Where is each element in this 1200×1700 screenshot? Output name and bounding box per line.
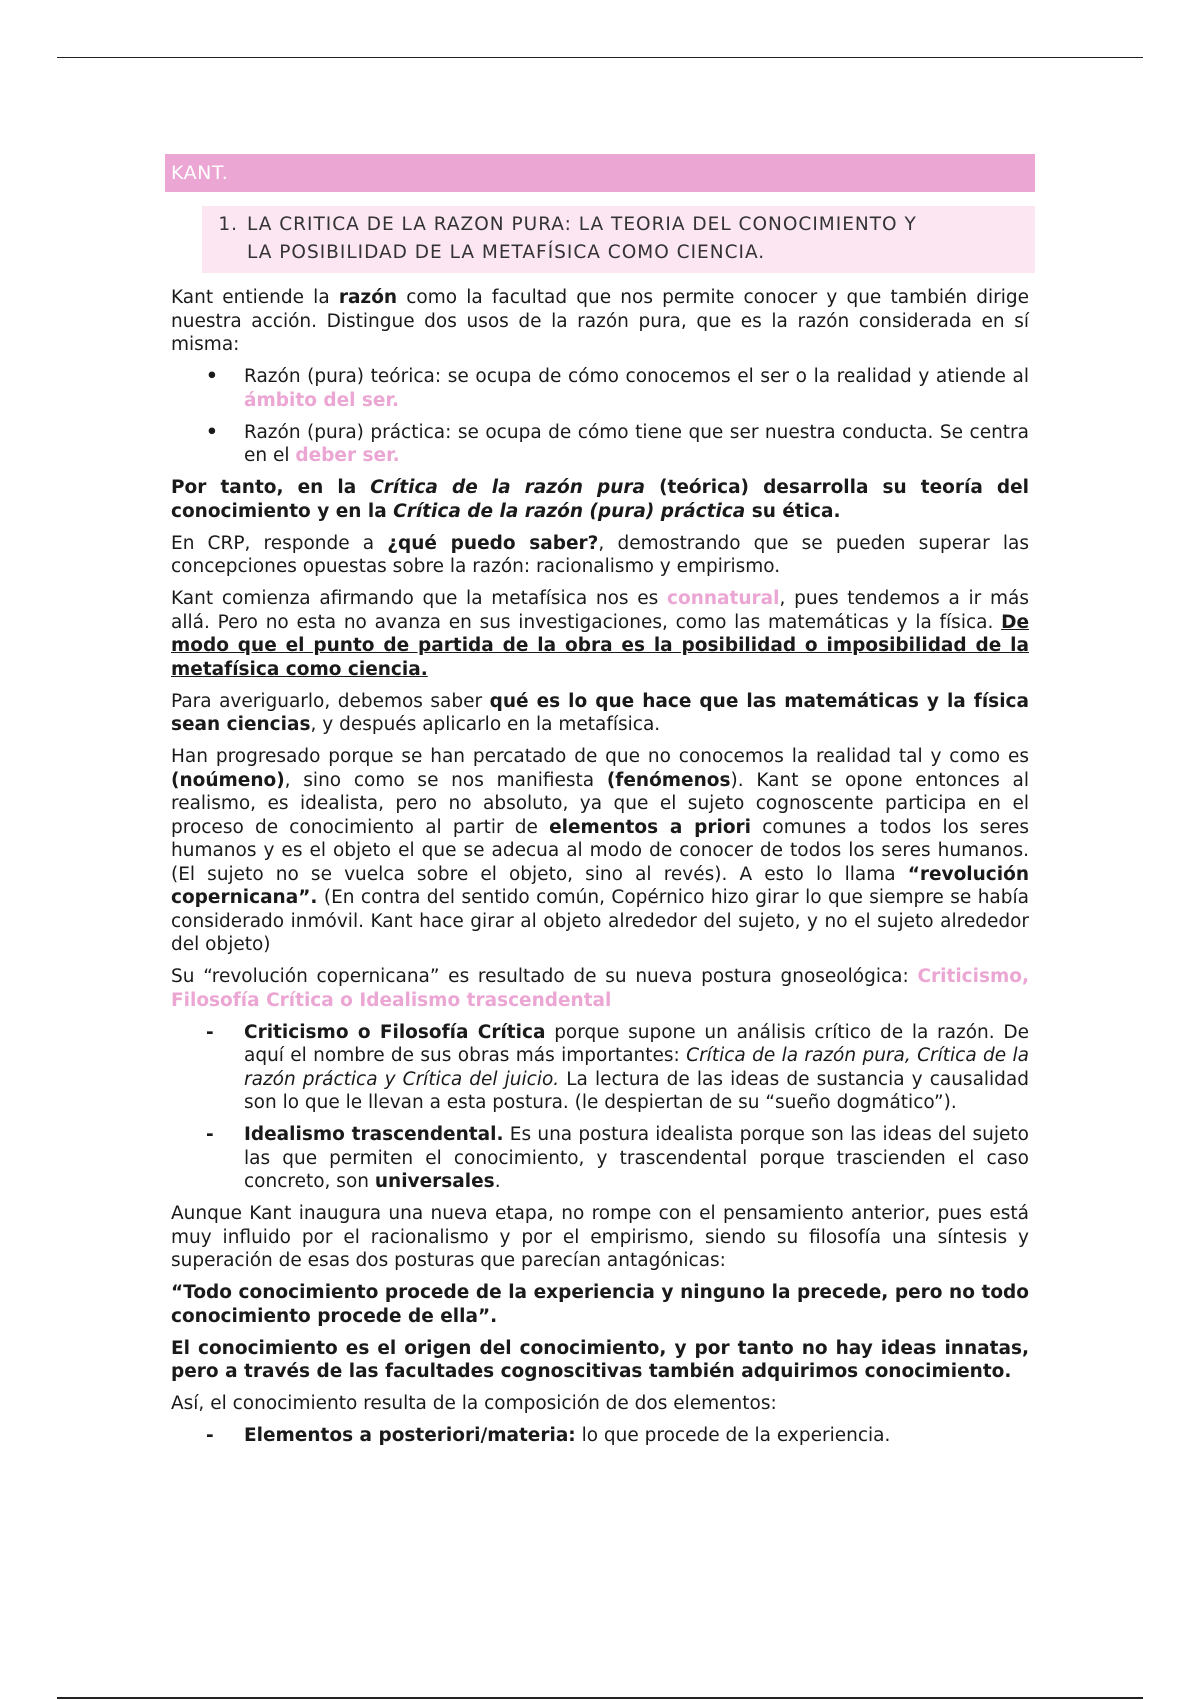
text-run: Para averiguarlo, debemos saber	[171, 690, 490, 712]
document-title: KANT.	[165, 154, 1035, 192]
term-universales: universales	[374, 1171, 495, 1192]
paragraph-averiguarlo	[171, 690, 1029, 737]
section-title-line2: LA POSIBILIDAD DE LA METAFÍSICA COMO CIENCIA.	[247, 242, 766, 263]
section-title-line1: LA CRITICA DE LA RAZON PURA: LA TEORIA DEL CONOCIMIENTO Y	[247, 214, 917, 235]
dash-marker: -	[206, 1124, 214, 1145]
term-revolucion-copernicana: “revolución copernicana”.	[171, 863, 1029, 908]
dash-marker: -	[206, 1021, 214, 1043]
section-number: 1.	[218, 214, 238, 235]
paragraph-quote: “Todo conocimiento procede de la experiencia y ninguno la precede, pero no todo conocimiento procede de ella”.	[171, 1282, 1029, 1327]
paragraph-asi: Así, el conocimiento resulta de la composición de dos elementos:	[171, 1393, 777, 1414]
section-heading	[202, 206, 1035, 273]
list-item-posteriori	[171, 1424, 1029, 1448]
highlight-deber-ser: deber ser.	[295, 445, 400, 466]
list-item-text	[244, 1123, 1029, 1194]
bullet-marker: •	[206, 421, 218, 443]
postures-list	[171, 1021, 1029, 1194]
text-run: comunes a todos los seres humanos y es el objeto el que se adecua al modo de conocer de todos los seres humanos. (El sujeto no se vuelca sobre el objeto, sino al revés). A esto lo llama	[171, 816, 1029, 885]
question-que-puedo-saber: ¿qué puedo saber?	[387, 532, 599, 554]
term-a-priori: elementos a priori	[549, 816, 752, 838]
list-item-text	[244, 1424, 1029, 1448]
text-run: Kant entiende la	[171, 287, 339, 308]
dash-marker: -	[206, 1425, 214, 1446]
bullet-marker: •	[206, 366, 218, 387]
text-run: Kant comienza afirmando que la metafísica nos es	[171, 588, 668, 609]
document-page	[165, 154, 1035, 1456]
term-noumeno: (noúmeno)	[171, 769, 285, 791]
paragraph-por-tanto	[171, 476, 1029, 523]
list-item-text	[244, 365, 1029, 412]
text-run: como la facultad que nos permite conocer y que también dirige nuestra acción. Distingue dos usos de la razón pura, que es la razón considerada en sí misma:	[171, 287, 1029, 355]
paragraph-origen: El conocimiento es el origen del conocimiento, y por tanto no hay ideas innatas, pero a través de las facultades cognoscitivas también adquirimos conocimiento.	[171, 1337, 1029, 1382]
text-run: Han progresado porque se han percatado de que no conocemos la realidad tal y como es	[171, 746, 1029, 767]
paragraph-crp	[171, 532, 1029, 579]
text-run: Por tanto, en la	[171, 477, 371, 498]
highlight-ambito-del-ser: ámbito del ser.	[244, 389, 399, 411]
text-run: , pues tendemos a ir más allá. Pero no esta no avanza en sus investigaciones, como las matemáticas y la física.	[171, 588, 1029, 633]
list-item-text	[244, 1021, 1029, 1115]
term-idealismo: Idealismo trascendental.	[244, 1124, 504, 1145]
paragraph-revolucion	[171, 965, 1029, 1012]
reason-uses-list	[171, 365, 1029, 468]
term-razon: razón	[338, 287, 398, 308]
work-titles: Crítica de la razón pura, Crítica de la razón práctica y Crítica del juicio.	[244, 1045, 1029, 1090]
text-run: Es una postura idealista porque son las ideas del sujeto las que permiten el conocimiento, y trascendental porque trascienden el caso concreto, son	[244, 1124, 1029, 1192]
work-title: Crítica de la razón (pura) práctica	[393, 500, 746, 522]
text-run: , sino como se nos manifiesta	[284, 769, 607, 791]
text-run: (En contra del sentido común, Copérnico hizo girar lo que siempre se había considerado inmóvil. Kant hace girar al objeto alrededor del sujeto, y no el sujeto alrededor del objeto)	[171, 887, 1029, 955]
header-rule	[57, 57, 1143, 58]
elements-list	[171, 1424, 1029, 1448]
key-statement: De modo que el punto de partida de la obra es la posibilidad o imposibilidad de la metafísica como ciencia.	[171, 611, 1029, 680]
list-item-criticismo	[171, 1021, 1029, 1115]
term-posteriori: Elementos a posteriori/materia:	[244, 1425, 576, 1446]
paragraph-metafisica	[171, 587, 1029, 681]
intro-paragraph	[171, 286, 1029, 357]
footer-rule	[57, 1697, 1143, 1699]
text-run: ). Kant se opone entonces al realismo, es idealista, pero no absoluto, ya que el sujeto cognoscente participa en el proceso de conocimiento al partir de	[171, 769, 1029, 838]
list-item-idealismo	[171, 1123, 1029, 1194]
text-run: En CRP, responde a	[171, 532, 388, 554]
paragraph-progresado	[171, 745, 1029, 957]
body-text	[171, 286, 1029, 1448]
term-criticismo: Criticismo o Filosofía Crítica	[244, 1021, 546, 1043]
section-title	[247, 211, 1017, 267]
text-run: La lectura de las ideas de sustancia y causalidad son lo que le llevan a esta postura. (le despiertan de su “sueño dogmático”).	[244, 1068, 1030, 1113]
text-run: (teórica) desarrolla su teoría del conocimiento y en la	[171, 477, 1029, 522]
highlight-connatural: connatural	[667, 588, 780, 609]
bold-phrase: qué es lo que hace que las matemáticas y la física sean ciencias	[171, 690, 1029, 735]
paragraph-aunque: Aunque Kant inaugura una nueva etapa, no rompe con el pensamiento anterior, pues está muy influido por el racionalismo y por el empirismo, siendo su filosofía una síntesis y superación de esas dos posturas que parecían antagónicas:	[171, 1203, 1029, 1271]
work-title: Crítica de la razón pura	[370, 477, 646, 498]
text-run: .	[494, 1171, 501, 1192]
list-item-practical	[171, 421, 1029, 468]
text-run: Razón (pura) teórica: se ocupa de cómo conocemos el ser o la realidad y atiende al	[244, 366, 1029, 387]
text-run: Razón (pura) práctica: se ocupa de cómo tiene que ser nuestra conducta. Se centra en el	[244, 421, 1029, 466]
highlight-criticismo: Criticismo, Filosofía Crítica o Idealismo trascendental	[171, 966, 1029, 1011]
text-run: lo que procede de la experiencia.	[575, 1425, 891, 1446]
term-fenomenos: (fenómenos	[606, 769, 731, 791]
text-run: porque supone un análisis crítico de la razón. De aquí el nombre de sus obras más importantes:	[244, 1021, 1029, 1066]
text-run: , y después aplicarlo en la metafísica.	[310, 714, 661, 735]
text-run: su ética.	[745, 500, 841, 522]
list-item-text	[244, 421, 1029, 468]
list-item-theoretical	[171, 365, 1029, 412]
text-run: Su “revolución copernicana” es resultado de su nueva postura gnoseológica:	[171, 966, 918, 987]
text-run: , demostrando que se pueden superar las concepciones opuestas sobre la razón: racionalismo y empirismo.	[171, 532, 1029, 577]
